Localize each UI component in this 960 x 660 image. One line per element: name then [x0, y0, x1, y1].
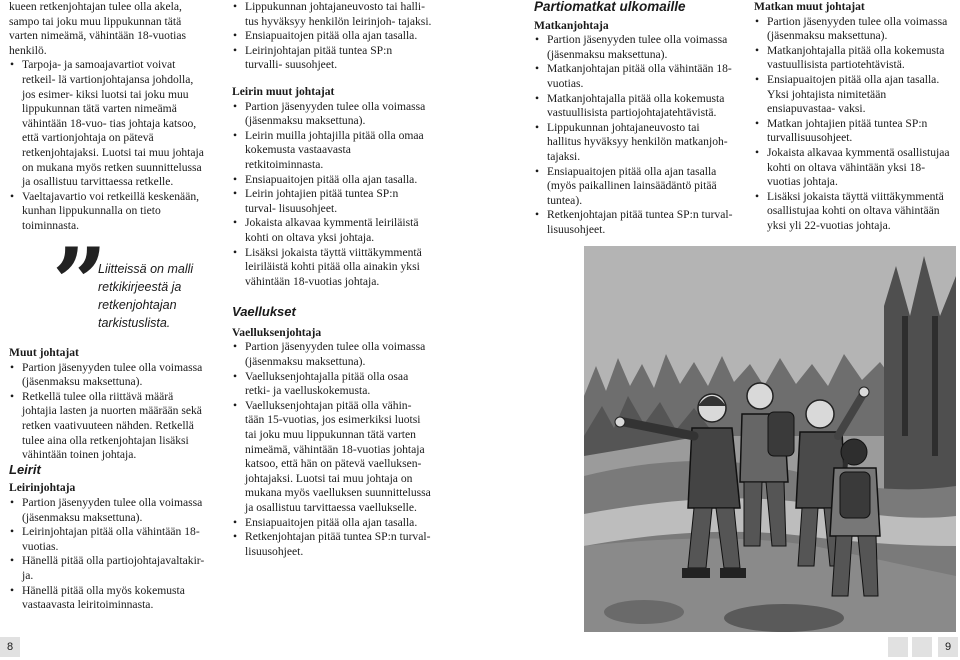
column-1-lower [9, 346, 207, 613]
list-item: • Ensiapuaitojen pitää olla ajan tasalla. [232, 516, 432, 531]
leirinjohtaja-heading: Leirinjohtaja [9, 481, 76, 495]
hikers-illustration [584, 246, 956, 632]
intro-line-1: kueen retkenjohtajan tulee olla akela, [9, 0, 182, 13]
list-item: • Retkenjohtajan pitää tuntea SP:n turval- lisuusohjeet. [232, 530, 432, 559]
list-item: • Vaeltajavartio voi retkeillä keskenään, kunhan lippukunnalla on tieto toiminnasta. [9, 190, 207, 234]
page-number-left: 8 [0, 637, 20, 657]
list-item: • Partion jäsenyyden tulee olla voimassa (jäsenmaksu maksettuna). [754, 15, 954, 44]
vaellukset-title: Vaellukset [232, 304, 296, 320]
leirit-title: Leirit [9, 461, 41, 477]
intro-line-3: varten nimeämä, vähintään 18-vuotias [9, 29, 187, 43]
list-item: • Retkellä tulee olla riittävä määrä johtajia lasten ja nuorten määrään sekä retken vaativuuteen nähden. Retkellä tulee aina olla retkenjohtajan lisäksi vähintään toinen johtaja. [9, 390, 207, 463]
leirinjohtaja-bullets [9, 496, 207, 613]
list-item: • Lippukunnan johtajaneuvosto tai halli- tus hyväksyy henkilön leirinjoh- tajaksi. [232, 0, 432, 29]
column-1 [9, 0, 207, 234]
list-item: • Partion jäsenyyden tulee olla voimassa (jäsenmaksu maksettuna). [9, 496, 207, 525]
pull-quote-templates [98, 260, 208, 332]
list-item: • Ensiapuaitojen pitää olla ajan tasalla. [232, 173, 432, 188]
list-item: • Leirin johtajien pitää tuntea SP:n turval- lisuusohjeet. [232, 187, 432, 216]
column-2 [232, 0, 432, 559]
list-item: • Tarpoja- ja samoajavartiot voivat retkeil- lä vartionjohtajansa johdolla, jos esimer- kiksi luotsi tai joku muu lippukunnan tätä varten nimeämä vähintään 18-vuo- tias johtaja katsoo, että vartionjohtaja on pätevä retkenjohtajaksi. Luotsi tai muu johtaja on mukana myös retken suunnittelussa ja osallistuu tarvittaessa retkelle. [9, 58, 207, 189]
vaelluksenjohtaja-heading: Vaelluksenjohtaja [232, 325, 322, 339]
quote-line: retkenjohtajan [98, 298, 177, 312]
page-box-decor [912, 637, 932, 657]
list-item: • Matkanjohtajan pitää olla vähintään 18-vuotias. [534, 62, 734, 91]
list-item: • Leirin muilla johtajilla pitää olla omaa kokemusta vastaavasta retkitoiminnasta. [232, 129, 432, 173]
muut-johtajat-heading: Muut johtajat [9, 346, 79, 359]
list-item: • Leirinjohtajan pitää tuntea SP:n turvalli- suusohjeet. [232, 44, 432, 73]
page-box-decor [888, 637, 908, 657]
list-item: • Lisäksi jokaista täyttä viittäkymmentä leiriläistä kohti pitää olla ainakin yksi vähintään 18-vuotias johtaja. [232, 246, 432, 290]
quote-mark-icon: ” [52, 227, 108, 340]
quote-line: retkikirjeestä ja [98, 280, 182, 294]
list-item: • Matkanjohtajalla pitää olla kokemusta vastuullisista partiotehtävistä. [754, 44, 954, 73]
list-item: • Ensiapuaitojen pitää olla ajan tasalla. Yksi johtajista nimitetään ensiapuvastaa- vaksi. [754, 73, 954, 117]
column-3 [534, 0, 734, 238]
list-item: • Ensiapuaitojen pitää olla ajan tasalla. [232, 29, 432, 44]
vaelluksenjohtaja-bullets [232, 340, 432, 559]
leirinjohtaja-cont-bullets [232, 0, 432, 73]
list-item: • Hänellä pitää olla partiojohtajavaltakir- ja. [9, 554, 207, 583]
leirin-muut-bullets [232, 100, 432, 290]
list-item: • Jokaista alkavaa kymmentä leiriläistä kohti on oltava yksi johtaja. [232, 216, 432, 245]
matkanjohtaja-bullets [534, 33, 734, 237]
intro-line-4: henkilö. [9, 43, 47, 57]
column-4 [754, 0, 954, 234]
list-item: • Vaelluksenjohtajan pitää olla vähin- tään 15-vuotias, jos esimerkiksi luotsi tai joku muu lippukunnan tätä varten nimeämä, vähintään 18-vuotias johtaja katsoo, että hän on pätevä vaelluksen- johtajaksi. Luotsi tai muu johtaja on mukana myös vaelluksen suunnittelussa ja osallistuu tarvittaessa vaellukselle. [232, 399, 432, 516]
list-item: • Vaelluksenjohtajalla pitää olla osaa retki- ja vaelluskokemusta. [232, 370, 432, 399]
list-item: • Leirinjohtajan pitää olla vähintään 18-vuotias. [9, 525, 207, 554]
list-item: • Partion jäsenyyden tulee olla voimassa (jäsenmaksu maksettuna). [534, 33, 734, 62]
list-item: • Matkanjohtajalla pitää olla kokemusta vastuullisista partiojohtajatehtävistä. [534, 92, 734, 121]
quote-line: tarkistuslista. [98, 316, 171, 330]
muut-johtajat-bullets [9, 361, 207, 463]
matkan-muut-bullets [754, 15, 954, 234]
matkanjohtaja-heading: Matkanjohtaja [534, 18, 609, 32]
partiomatkat-title: Partiomatkat ulkomaille [534, 0, 686, 14]
matkan-muut-johtajat-heading: Matkan muut johtajat [754, 0, 865, 13]
quote-line: Liitteissä on malli [98, 262, 194, 276]
list-item: • Partion jäsenyyden tulee olla voimassa (jäsenmaksu maksettuna). [232, 340, 432, 369]
list-item: • Lippukunnan johtajaneuvosto tai hallitus hyväksyy henkilön matkanjoh- tajaksi. [534, 121, 734, 165]
list-item: • Partion jäsenyyden tulee olla voimassa (jäsenmaksu maksettuna). [232, 100, 432, 129]
list-item: • Partion jäsenyyden tulee olla voimassa (jäsenmaksu maksettuna). [9, 361, 207, 390]
list-item: • Jokaista alkavaa kymmentä osallistujaa kohti on oltava vähintään yksi 18- vuotias johtaja. [754, 146, 954, 190]
list-item: • Hänellä pitää olla myös kokemusta vastaavasta leiritoiminnasta. [9, 584, 207, 613]
leirin-muut-johtajat-heading: Leirin muut johtajat [232, 84, 335, 98]
page-number-right: 9 [938, 637, 958, 657]
retket-bullets [9, 58, 207, 233]
list-item: • Retkenjohtajan pitää tuntea SP:n turval- lisuusohjeet. [534, 208, 734, 237]
list-item: • Matkan johtajien pitää tuntea SP:n turvallisuusohjeet. [754, 117, 954, 146]
list-item: • Ensiapuaitojen pitää olla ajan tasalla (myös paikallinen lainsäädäntö pitää tuntea). [534, 165, 734, 209]
intro-line-2: sampo tai joku muu lippukunnan tätä [9, 14, 182, 28]
list-item: • Lisäksi jokaista täyttä viittäkymmentä osallistujaa kohti on oltava vähintään yksi yli 22-vuotias johtaja. [754, 190, 954, 234]
